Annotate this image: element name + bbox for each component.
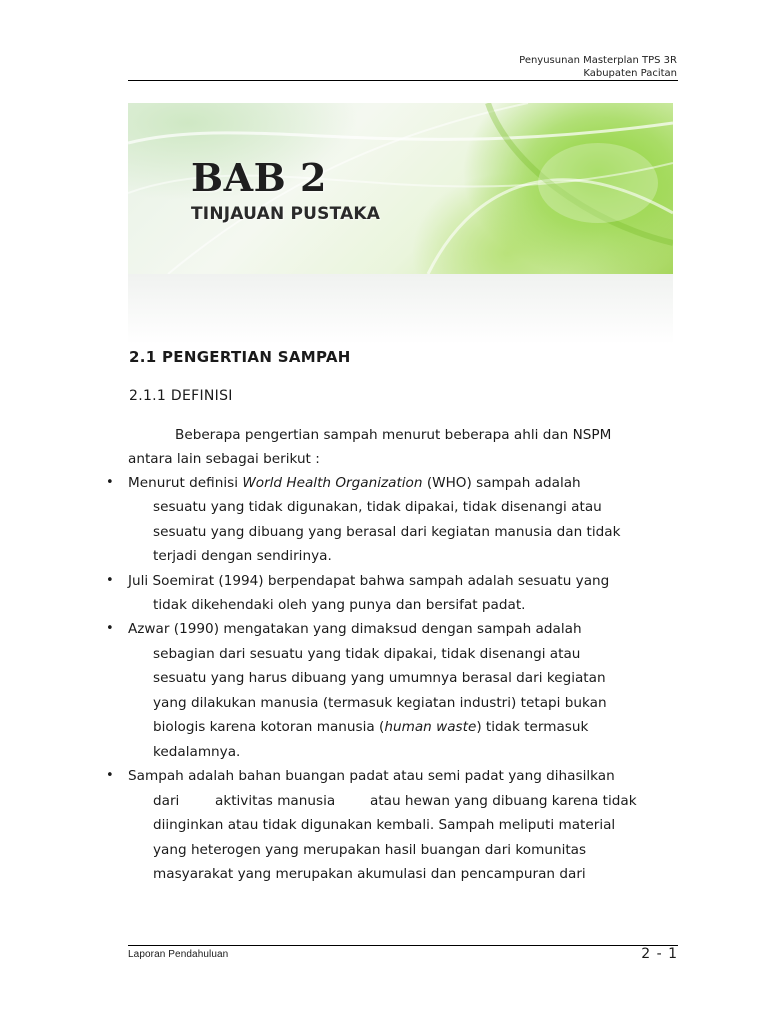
text-run: ) tidak termasuk: [476, 719, 589, 735]
bullet-marker: •: [106, 768, 114, 783]
list-item-1-line-3: sesuatu yang dibuang yang berasal dari kegiatan manusia dan tidak: [153, 524, 621, 540]
intro-line-1: Beberapa pengertian sampah menurut beberapa ahli dan NSPM: [175, 427, 612, 443]
list-item-4-line-1: Sampah adalah bahan buangan padat atau semi padat yang dihasilkan: [128, 768, 615, 784]
bullet-marker: •: [106, 573, 114, 588]
header-rule: [128, 80, 678, 81]
page-number: 2 - 1: [641, 946, 678, 962]
bullet-marker: •: [106, 621, 114, 636]
emphasis-text: human waste: [384, 719, 477, 735]
emphasis-text: World Health Organization: [242, 475, 423, 491]
list-item-3-line-4: yang dilakukan manusia (termasuk kegiatan industri) tetapi bukan: [153, 695, 607, 711]
text-run: biologis karena kotoran manusia (: [153, 719, 385, 735]
list-item-3-line-6: kedalamnya.: [153, 744, 241, 760]
banner-reflection: [128, 274, 673, 344]
chapter-title: BAB 2: [191, 155, 327, 200]
section-heading: 2.1 PENGERTIAN SAMPAH: [129, 348, 351, 366]
subsection-heading: 2.1.1 DEFINISI: [129, 388, 233, 404]
header-line-2: Kabupaten Pacitan: [583, 68, 677, 79]
list-item-3-line-1: Azwar (1990) mengatakan yang dimaksud dengan sampah adalah: [128, 621, 582, 637]
header-line-1: Penyusunan Masterplan TPS 3R: [519, 55, 677, 66]
list-item-2-line-2: tidak dikehendaki oleh yang punya dan bersifat padat.: [153, 597, 526, 613]
list-item-4-line-3: diinginkan atau tidak digunakan kembali. Sampah meliputi material: [153, 817, 616, 833]
list-item-1-line-4: terjadi dengan sendirinya.: [153, 548, 332, 564]
text-run: (WHO) sampah adalah: [422, 475, 581, 491]
list-item-3-line-2: sebagian dari sesuatu yang tidak dipakai, tidak disenangi atau: [153, 646, 581, 662]
list-item-3-line-3: sesuatu yang harus dibuang yang umumnya berasal dari kegiatan: [153, 670, 606, 686]
list-item-1-line-2: sesuatu yang tidak digunakan, tidak dipakai, tidak disenangi atau: [153, 499, 602, 515]
list-item-3-line-5: [153, 719, 588, 736]
chapter-banner: [128, 103, 673, 274]
text-run: Menurut definisi: [128, 475, 243, 491]
list-item-4-line-5: masyarakat yang merupakan akumulasi dan pencampuran dari: [153, 866, 586, 882]
list-item-4-line-2a: dari: [153, 793, 180, 809]
list-item-4-line-2b: aktivitas manusia: [215, 793, 336, 809]
footer-rule: [128, 945, 678, 946]
bullet-marker: •: [106, 475, 114, 490]
list-item-1-line-1: [128, 475, 581, 492]
intro-line-2: antara lain sebagai berikut :: [128, 451, 320, 467]
footer-label: Laporan Pendahuluan: [128, 949, 229, 960]
list-item-4-line-2c: atau hewan yang dibuang karena tidak: [370, 793, 637, 809]
list-item-4-line-4: yang heterogen yang merupakan hasil buangan dari komunitas: [153, 842, 587, 858]
chapter-subtitle: TINJAUAN PUSTAKA: [191, 204, 381, 224]
running-header: [519, 54, 677, 80]
list-item-2-line-1: Juli Soemirat (1994) berpendapat bahwa sampah adalah sesuatu yang: [128, 573, 610, 589]
